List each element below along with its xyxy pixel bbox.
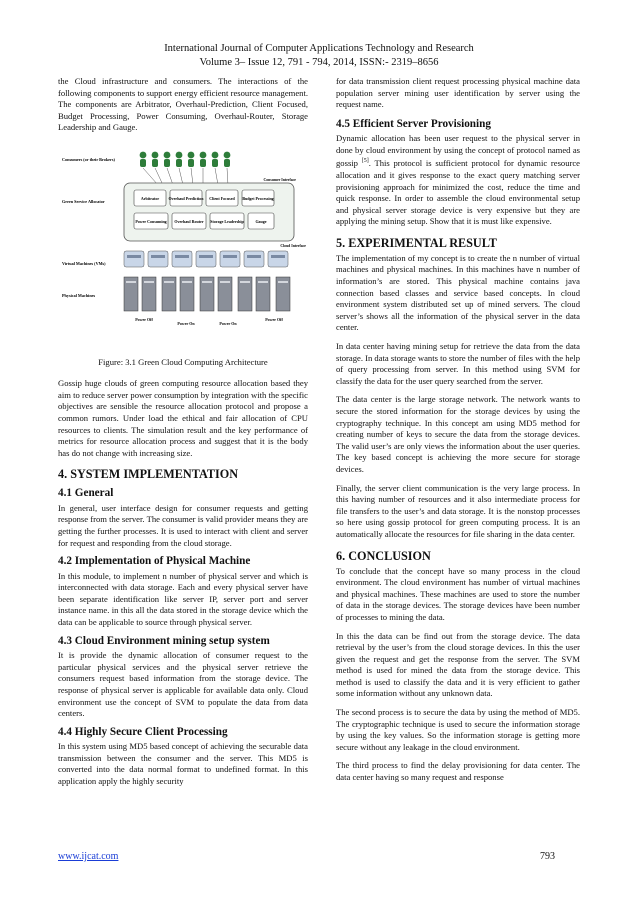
heading-server-provisioning: 4.5 Efficient Server Provisioning (336, 117, 491, 130)
paragraph-components: the Cloud infrastructure and consumers. The interactions of the following components to support energy efficient resource management. The components are Arbitrator, Overhaul-Prediction, Client Focused, Budget Processing, Power Consuming, Overhaul-Router, Storage Leadership and Gauge. (58, 76, 308, 133)
paragraph-experimental-2: In data center having mining setup for retrieve the data from the data storage. In data storage wants to store the number of files with the help of query processing from server. In this method using SVM for classify the data for the user query searched from the server. (336, 341, 580, 386)
paragraph-gossip: Gossip huge clouds of green computing resource allocation based they aim to reduce server power consumption by integration with the specific objectives are sensible the resource allocation protocol and propose a common rumors. Under load the ethical and fair allocation of CPU resources to clients. The simulation result and the key performance of metrics for resource allocation process and suggest that it is the body has do not change with increasing size. (58, 378, 308, 458)
box-client-focused: Client Focused (209, 195, 235, 201)
box-gauge: Gauge (255, 218, 267, 224)
paragraph-server-provisioning (336, 133, 580, 228)
box-storage-leadership: Storage Leadership (210, 218, 244, 224)
paragraph-physical-machine: In this module, to implement n number of physical server and which is interconnected with data storage. Each and every physical server have been separate identification like server IP, server port and server instance name. in this all the data stored in the storage device which the data can be applicable to source through physical server. (58, 570, 308, 628)
box-power-consuming: Power Consuming (135, 218, 167, 224)
page-number: 793 (540, 851, 555, 862)
paragraph-experimental-4: Finally, the server client communication is the very large process. In this having number of resources and it also intermediate process for file transfers to the user’s and data storage. It is the nonstop processes so here using gossip protocol for green computing process. It is an automatically allocate the resources for file sharing in the data center. (336, 482, 580, 539)
physical-machines-row (124, 277, 290, 311)
box-overhaul-prediction: Overhaul Prediction (168, 195, 204, 201)
heading-system-implementation: 4. SYSTEM IMPLEMENTATION (58, 467, 239, 482)
journal-url-link[interactable]: www.ijcat.com (58, 851, 119, 862)
paragraph-experimental-1: The implementation of my concept is to create the n number of virtual machines and physical machines. In this machines have n number of information’s are stored. This physical machine contains java connection based classes and service based concepts. In cloud environment system distributed set up of mined servers. The cloud server’s shows all the information of the physical server in the data center. (336, 252, 580, 333)
figure-caption: Figure: 3.1 Green Cloud Computing Architecture (98, 356, 268, 367)
virtual-machines-row (124, 251, 288, 267)
paragraph-conclusion-1: To conclude that the concept have so many process in the cloud environment. The cloud environment has number of virtual machines and physical machines. These machines are used to store the number of data in the storage devices. The storage devices have been number of processes to mining the data. (336, 565, 580, 622)
label-power-on-2: Power On (219, 320, 237, 326)
provisioning-text-a: Dynamic allocation has been user request to the physical server in done by cloud environment by using the concept of protocol named as gossip (336, 133, 580, 169)
label-cloud-interface: Cloud Interface (280, 243, 306, 248)
consumer-figures (140, 152, 231, 167)
label-power-on-1: Power On (177, 320, 195, 326)
architecture-figure (58, 147, 308, 347)
box-budget-processing: Budget Processing (242, 195, 274, 201)
paragraph-conclusion-3: The second process is to secure the data by using the method of MD5. The cryptographic technique is used to secure the information storage by using the key values. So the information storage is getting more secure without any leakage in the cloud environment. (336, 707, 580, 752)
provisioning-text-b: . This protocol is sufficient protocol for dynamic resource allocation and it gives response to the exact query matching server provisioning approach for minimized the cost, reduce the time and quick response. In order to assemble the cloud environmental setup and physical server storage device is very expensive but they are applying the mining setup. Show that it is must like expensive. (336, 158, 580, 227)
paragraph-experimental-3: The data center is the large storage network. The network wants to secure the stored information for the storage devices by using the cryptography technique. In this concept am using MD5 method for creating number of keys to secure the data from the storage devices. The valid user’s are only views the information about the user queries. The key based concept is achieving the more secure for storage devices. (336, 394, 580, 474)
label-green-allocator: Green Service Allocator (62, 198, 105, 204)
heading-conclusion: 6. CONCLUSION (336, 548, 431, 563)
paragraph-general: In general, user interface design for consumer requests and getting response from the server. The consumer is valid provider means they are getting the further processes. It is used to interact with client and server for request and responding from the cloud storage. (58, 502, 308, 548)
heading-experimental-result: 5. EXPERIMENTAL RESULT (336, 235, 497, 250)
label-consumer-interface: Consumer Interface (263, 177, 296, 182)
heading-physical-machine: 4.2 Implementation of Physical Machine (58, 555, 251, 568)
paragraph-secure-client: In this system using MD5 based concept of achieving the securable data transmission between the consumer and the server. This MD5 is converted into the data normal format to undefined format. In this application apply the highly security (58, 741, 308, 786)
heading-secure-client: 4.4 Highly Secure Client Processing (58, 725, 228, 738)
paragraph-conclusion-2: In this the data can be find out from the storage device. The data retrieval by the user’s from the cloud storage devices. In this the user given the request and get the response from the server. The SVM method is used for mined the data from the storage device. This method is used to classify the data and it is very efficient to gather some information without any unknown data. (336, 630, 580, 699)
journal-volume: Volume 3– Issue 12, 791 - 794, 2014, ISSN:- 2319–8656 (199, 57, 439, 68)
journal-title: International Journal of Computer Applications Technology and Research (164, 43, 474, 54)
label-power-off-1: Power Off (135, 316, 153, 322)
label-consumers: Consumers (or their Brokers) (62, 156, 115, 162)
box-arbitrator: Arbitrator (140, 195, 160, 201)
label-vms: Virtual Machines (VMs) (62, 260, 106, 266)
paragraph-mining-setup: It is provide the dynamic allocation of consumer request to the particular physical services and the physical server retrieve the consumers request based information from the storage device. The response of physical server is applicable for available data only. Cloud environment use the concept of SVM to populate the data from data centers. (58, 650, 308, 719)
heading-mining-setup: 4.3 Cloud Environment mining setup system (58, 634, 270, 647)
box-overhaul-router: Overhaul Router (174, 218, 204, 224)
heading-general: 4.1 General (58, 487, 114, 500)
running-header (0, 42, 638, 70)
left-column (58, 76, 308, 792)
paragraph-conclusion-4: The third process to find the delay provisioning for data center. The data center having so many request and response (336, 760, 580, 783)
label-power-off-2: Power Off (265, 316, 283, 322)
label-physical-machines: Physical Machines (62, 292, 96, 298)
citation-ref: [5] (361, 158, 369, 165)
right-column (336, 76, 580, 791)
paragraph-transmission: for data transmission client request processing physical machine data population server mining user identification by server using the request name. (336, 76, 580, 110)
